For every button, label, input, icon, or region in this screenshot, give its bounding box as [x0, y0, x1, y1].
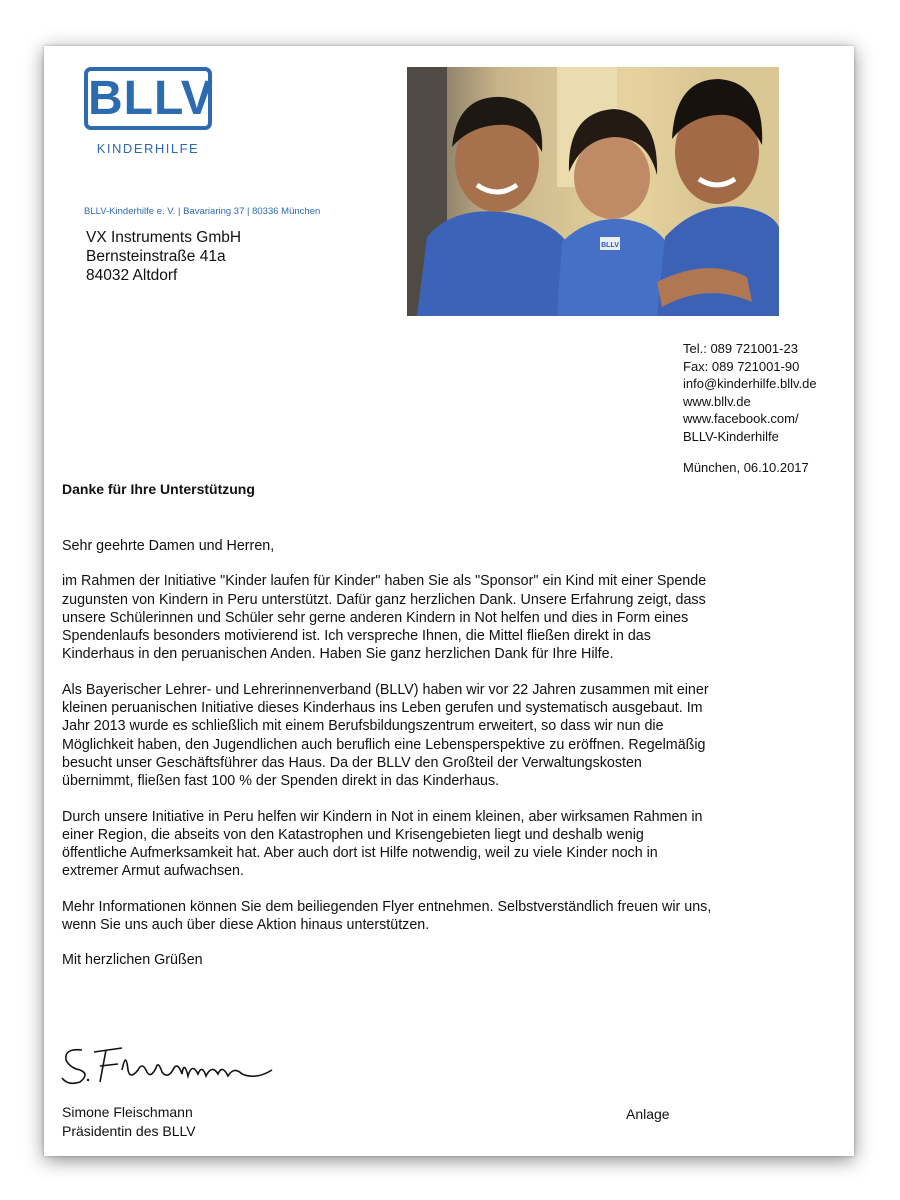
phone-number: Tel.: 089 721001-23: [683, 341, 798, 356]
signer-name: Simone Fleischmann: [62, 1104, 193, 1120]
fax-number: Fax: 089 721001-90: [683, 358, 800, 374]
handwritten-signature: [60, 1040, 280, 1088]
letter-body: [62, 537, 712, 987]
shirt-logo: BLLV: [601, 242, 619, 249]
recipient-line: VX Instruments GmbH: [86, 229, 242, 246]
facebook-page: BLLV-Kinderhilfe: [683, 428, 779, 444]
email-address: info@kinderhilfe.bllv.de: [683, 376, 817, 391]
closing: Mit herzlichen Grüßen: [62, 952, 203, 969]
logo-subtitle: KINDERHILFE: [96, 141, 200, 156]
recipient-line: 84032 Altdorf: [86, 267, 178, 284]
facebook-url: www.facebook.com/: [683, 411, 799, 426]
paragraph: Durch unsere Initiative in Peru helfen wir Kindern in Not in einem kleinen, aber wirksamen Rahmen in einer Region, die abseits von den Katastrophen und Krisengebieten liegt und deshalb wenig öffentliche Aufmerksamkeit hat. Aber auch dort ist Hilfe notwendig, weil zu viele Kinder noch in extremer Armut aufwachsen.: [62, 808, 703, 880]
signer-title: Präsidentin des BLLV: [62, 1122, 196, 1139]
sender-line: BLLV-Kinderhilfe e. V. | Bavariaring 37 | 80336 München: [84, 206, 321, 217]
contact-block: [683, 340, 817, 445]
letter-subject: Danke für Ihre Unterstützung: [62, 481, 255, 497]
logo-text: BLLV: [88, 72, 214, 125]
signature-text: S. Fleischmann: [60, 1040, 67, 1041]
website: www.bllv.de: [683, 393, 751, 409]
signer-block: [62, 1103, 196, 1140]
recipient-line: Bernsteinstraße 41a: [86, 248, 226, 265]
enclosure-note: Anlage: [626, 1106, 670, 1122]
recipient-address: [86, 228, 241, 285]
salutation: Sehr geehrte Damen und Herren,: [62, 538, 275, 554]
paragraph: Mehr Informationen können Sie dem beiliegenden Flyer entnehmen. Selbstverständlich freuen wir uns, wenn Sie uns auch über diese Aktion hinaus unterstützen.: [62, 898, 712, 934]
paragraph: Als Bayerischer Lehrer- und Lehrerinnenverband (BLLV) haben wir vor 22 Jahren zusammen mit einer kleinen peruanischen Initiative dieses Kinderhaus ins Leben gerufen und systematisch ausgebaut. Im Jahr 2013 wurde es schließlich mit einem Berufsbildungszentrum erweitert, so dass wir nun die Möglichkeit haben, den Jugendlichen auch beruflich eine Lebensperspektive zu eröffnen. Regelmäßig besucht unser Geschäftsführer das Haus. Da der BLLV den Großteil der Verwaltungskosten übernimmt, fließen fast 100 % der Spenden direkt in das Kinderhaus.: [62, 681, 709, 790]
signature-drawing: [60, 1040, 280, 1088]
children-photo: [407, 67, 779, 316]
paragraph: im Rahmen der Initiative "Kinder laufen für Kinder" haben Sie als "Sponsor" ein Kind mit einer Spende zugunsten von Kindern in Peru unterstützt. Dafür ganz herzlichen Dank. Unsere Erfahrung zeigt, dass unsere Schülerinnen und Schüler sehr gerne anderen Kindern in Not helfen und dies in Form eines Spendenlaufs besonders motivierend ist. Ich verspreche Ihnen, die Mittel fließen direkt in das Kinderhaus in den peruanischen Anden. Haben Sie ganz herzlichen Dank für Ihre Hilfe.: [62, 573, 707, 663]
letter-date: München, 06.10.2017: [683, 460, 809, 475]
bllv-logo: [84, 67, 212, 130]
children-photo-illustration: [407, 67, 779, 316]
